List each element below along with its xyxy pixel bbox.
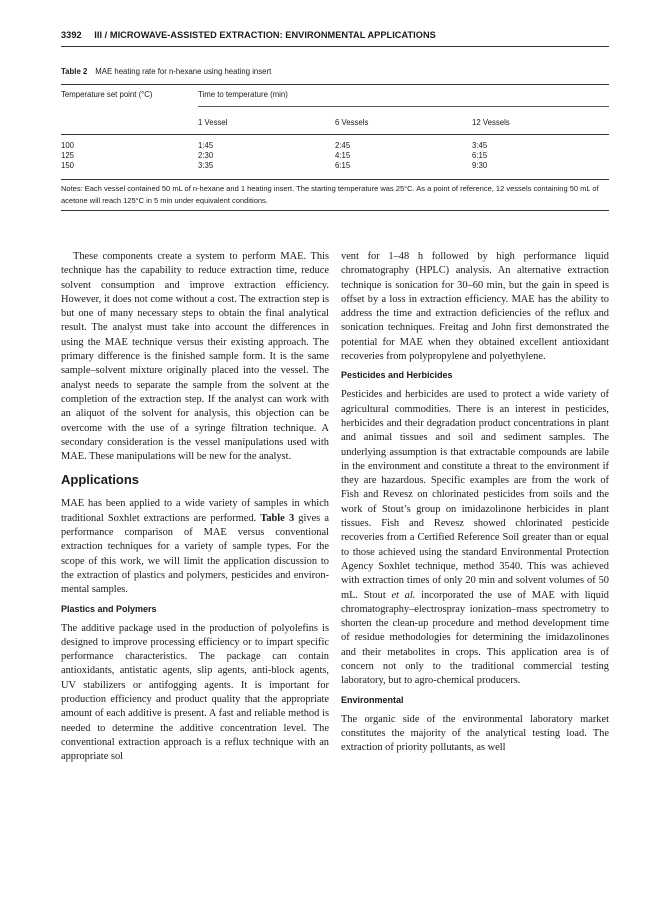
header-rule xyxy=(61,46,609,47)
intro-paragraph: These components create a system to perform MAE. This technique has the capability to reduce extraction time, reduce solvent consumption and improve extraction efficiency. However, it does not come without a cost. The extraction step is but one of many necessary steps to obtain the final analytical result. The analyst must take into account the differences in using the MAE technique versus their existing approach. The primary difference is the finished sample form. It is the same sample–solvent mixture originally placed into the vessel. The analyst needs to separate the sample from the solvent at the completion of the extraction step. If the analyst can work with an aliquot of the solvent for analysis, this objection can be overcome with the use of a syringe filtration technique. A secondary consideration is the vessel manipulations used with MAE. These manipulations will be new for the analyst. xyxy=(61,251,329,463)
table-subheader-rule xyxy=(198,106,609,107)
cell-6-vessels: 4:15 xyxy=(335,151,351,160)
subheading-pesticides-herbicides: Pesticides and Herbicides xyxy=(341,370,453,381)
cell-12-vessels: 9:30 xyxy=(472,161,488,170)
table-row xyxy=(61,161,609,171)
table-2 xyxy=(61,84,609,180)
running-header xyxy=(61,30,609,46)
cell-6-vessels: 2:45 xyxy=(335,141,351,150)
table-end-rule xyxy=(61,210,609,211)
subheader-12-vessels: 12 Vessels xyxy=(472,118,510,127)
environmental-paragraph: The organic side of the environmental laboratory market constitutes the majority of the analytical testing load. The extraction of priority pollutants, as well xyxy=(341,713,609,754)
table-notes: Notes: Each vessel contained 50 mL of n-hexane and 1 heating insert. The starting temperature was 25°C. As a point of reference, 12 vessels containing 50 mL of acetone will reach 125°C in 5 min under equivalent conditions. xyxy=(61,184,599,205)
subheader-6-vessels: 6 Vessels xyxy=(335,118,369,127)
table-top-rule xyxy=(61,84,609,85)
col-header-time: Time to temperature (min) xyxy=(198,90,288,99)
subheader-1-vessel: 1 Vessel xyxy=(198,118,228,127)
table-row xyxy=(61,151,609,161)
table-caption-text: MAE heating rate for n-hexane using heating insert xyxy=(95,67,272,76)
left-column xyxy=(61,250,329,765)
table-header-row xyxy=(61,89,609,101)
cell-1-vessel: 2:30 xyxy=(198,151,214,160)
plastics-paragraph-continued: vent for 1–48 h followed by high performance liquid chromatography (HPLC) analysis. An alternative extraction technique is sonication for 30–60 min, but the gain in speed is offset by a loss in extraction efficiency. MAE has the ability to address the time and extraction deficiencies of the reflux and sonication techniques. Freitag and John first demonstrated the potential for MAE when they obtained excellent antioxidant recoveries from polypropylene and polyethylene. xyxy=(341,251,609,363)
table-label: Table 2 xyxy=(61,67,88,76)
table-caption xyxy=(61,67,271,76)
table-3-reference: Table 3 xyxy=(260,512,295,524)
table-subheader-row xyxy=(61,117,609,129)
section-heading-applications: Applications xyxy=(61,472,140,488)
cell-1-vessel: 3:35 xyxy=(198,161,214,170)
cell-6-vessels: 6:15 xyxy=(335,161,351,170)
subheading-plastics-polymers: Plastics and Polymers xyxy=(61,603,157,614)
cell-1-vessel: 1:45 xyxy=(198,141,214,150)
applications-paragraph: MAE has been applied to a wide variety of samples in which traditional Soxhlet extractions are performed. Table 3 gives a performance comparison of MAE versus conventional extraction techniques for a variety of sample types. For the scope of this work, we will limit the application discussion to the extraction of plastics and polymers, pesticides and environmental samples. xyxy=(61,498,329,596)
cell-temp: 125 xyxy=(61,151,75,160)
running-title: III / MICROWAVE-ASSISTED EXTRACTION: ENVIRONMENTAL APPLICATIONS xyxy=(94,30,436,40)
cell-temp: 150 xyxy=(61,161,75,170)
table-body-bottom-rule xyxy=(61,179,609,180)
table-row xyxy=(61,141,609,151)
page-number: 3392 xyxy=(61,30,82,40)
subheading-environmental: Environmental xyxy=(341,694,404,705)
cell-12-vessels: 3:45 xyxy=(472,141,488,150)
pesticides-paragraph: Pesticides and herbicides are used to protect a wide variety of agricultural commodities. There is an interest in pesticides, herbicides and their degradation product concentrations in plant and animal tissues and soil and sediment samples. The underlying assumption is that extractable compounds are labile in the environment and constitute a threat to the environment if they are hazardous. Specific examples are from the work of Fish and Revesz on chlorinated pesticides from soils and the work of Stout’s group on imidazolinone herbicides in plant tissues. Fish and Revesz showed chlorinated pesticide recoveries from a Certified Reference Soil greater than or equal to those achieved using the standard Environmental Protection Agency Soxhlet technique, method 3540. This was achieved with extraction times of only 20 min and solvent volumes of 50 mL. Stout et al. incorporated the use of MAE with liquid chromatography–electrospray ionization–mass spectrometry to shorten the clean-up procedure and method development time of residue methodologies for determining the imidazolinones and their metabolites in crops. This application area is of concern not only to the traditional commercial testing laboratory, but to agro-chemical producers. xyxy=(341,389,609,687)
table-header-bottom-rule xyxy=(61,134,609,135)
cell-temp: 100 xyxy=(61,141,75,150)
plastics-paragraph: The additive package used in the production of polyolefins is designed to improve processing efficiency or to impart specific performance characteristics. The package can contain antioxidants, antistatic agents, slip agents, anti-block agents, UV stabilizers or antifogging agents. It is important for production efficiency and product quality that the appropriate amount of each additive is present. A fast and reliable method is needed to determine the additive concentration level. The conventional extraction approach is a reflux technique with an appropriate sol xyxy=(61,622,329,763)
cell-12-vessels: 6:15 xyxy=(472,151,488,160)
right-column xyxy=(341,250,609,756)
col-header-temperature: Temperature set point (°C) xyxy=(61,90,153,99)
